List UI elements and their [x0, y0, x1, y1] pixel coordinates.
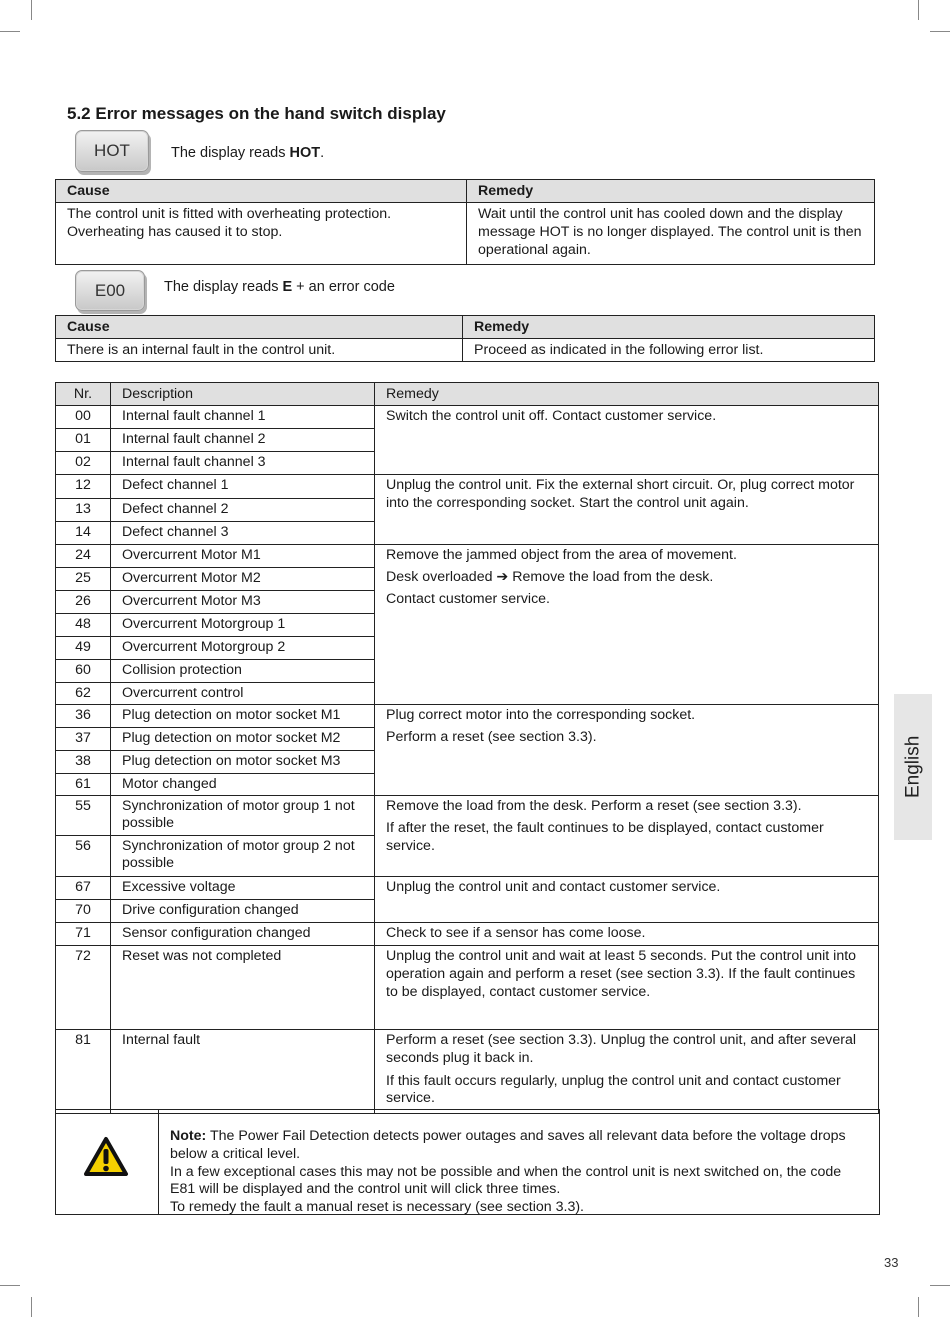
remedy-paragraph: Perform a reset (see section 3.3). Unplug the control unit, and after several seconds plug it back in. — [386, 1032, 857, 1066]
e00-desc-bold: E — [282, 279, 293, 295]
error-code: 70 — [56, 900, 111, 923]
error-code: 56 — [56, 836, 111, 877]
error-remedy — [375, 406, 879, 475]
crop-mark — [930, 1285, 950, 1286]
remedy-paragraph: Unplug the control unit. Fix the external short circuit. Or, plug correct motor into the corresponding socket. Start the control unit again. — [386, 477, 855, 511]
error-code: 60 — [56, 660, 111, 683]
error-description: Overcurrent Motor M3 — [111, 591, 375, 614]
hot-remedy-cell: Wait until the control unit has cooled down and the display message HOT is no longer displayed. The control unit is then operational again. — [467, 203, 875, 265]
error-code: 24 — [56, 545, 111, 568]
crop-mark — [31, 0, 32, 20]
error-code: 61 — [56, 774, 111, 796]
e00-cause-table — [55, 315, 875, 362]
error-description: Defect channel 3 — [111, 522, 375, 545]
error-remedy — [375, 475, 879, 545]
error-description: Motor changed — [111, 774, 375, 796]
note-line-1 — [170, 1128, 870, 1164]
error-remedy — [375, 877, 879, 923]
error-remedy — [375, 923, 879, 946]
remedy-header: Remedy — [467, 180, 875, 203]
error-description: Internal fault channel 3 — [111, 452, 375, 475]
language-tab-label: English — [902, 735, 924, 799]
error-remedy — [375, 796, 879, 877]
error-code: 00 — [56, 406, 111, 429]
e00-desc-suffix: + an error code — [292, 279, 395, 295]
hot-desc-bold: HOT — [289, 145, 321, 161]
note-label: Note: — [170, 1128, 207, 1144]
cause-header: Cause — [56, 316, 463, 339]
remedy-header: Remedy — [375, 383, 879, 406]
hot-cause-table — [55, 179, 875, 265]
error-description: Synchronization of motor group 2 not possible — [111, 836, 375, 877]
table-row — [56, 705, 879, 728]
language-tab — [894, 694, 932, 840]
error-description: Internal fault channel 1 — [111, 406, 375, 429]
hot-display-description — [171, 144, 324, 162]
error-remedy — [375, 705, 879, 796]
crop-mark — [0, 1285, 20, 1286]
error-code: 36 — [56, 705, 111, 728]
error-code: 81 — [56, 1030, 111, 1114]
error-description: Defect channel 1 — [111, 475, 375, 499]
error-remedy — [375, 1030, 879, 1114]
error-description: Overcurrent Motorgroup 1 — [111, 614, 375, 637]
error-code: 26 — [56, 591, 111, 614]
cause-header: Cause — [56, 180, 467, 203]
e00-cause-cell: There is an internal fault in the control unit. — [56, 339, 463, 362]
remedy-paragraph: Unplug the control unit and wait at least 5 seconds. Put the control unit into operation again and perform a reset (see section 3.3). If the fault continues to be displayed, contact customer service. — [386, 948, 857, 1000]
remedy-paragraph: Desk overloaded ➔ Remove the load from the desk. — [386, 568, 714, 585]
table-row — [56, 796, 879, 836]
error-code: 49 — [56, 637, 111, 660]
crop-mark — [31, 1297, 32, 1317]
error-code: 02 — [56, 452, 111, 475]
crop-mark — [930, 31, 950, 32]
error-code: 01 — [56, 429, 111, 452]
table-row — [56, 877, 879, 900]
error-description: Internal fault — [111, 1030, 375, 1114]
error-code: 72 — [56, 946, 111, 1030]
error-code: 67 — [56, 877, 111, 900]
error-description: Plug detection on motor socket M3 — [111, 751, 375, 774]
error-description: Drive configuration changed — [111, 900, 375, 923]
error-remedy — [375, 946, 879, 1030]
remedy-paragraph: Perform a reset (see section 3.3). — [386, 728, 597, 745]
remedy-paragraph: If this fault occurs regularly, unplug the control unit and contact customer service. — [386, 1072, 841, 1107]
note-line-3: To remedy the fault a manual reset is necessary (see section 3.3). — [170, 1199, 584, 1215]
table-row — [56, 1030, 879, 1114]
table-row — [56, 946, 879, 1030]
remedy-paragraph: Plug correct motor into the corresponding socket. — [386, 707, 696, 723]
error-list-body — [56, 406, 879, 1114]
note-icon-cell — [56, 1110, 159, 1214]
error-code: 25 — [56, 568, 111, 591]
remedy-paragraph: Contact customer service. — [386, 590, 551, 607]
section-heading: 5.2 Error messages on the hand switch display — [67, 104, 446, 123]
note-text — [170, 1128, 870, 1217]
remedy-paragraph: Remove the jammed object from the area of movement. — [386, 547, 737, 563]
error-description: Plug detection on motor socket M1 — [111, 705, 375, 728]
remedy-paragraph: Switch the control unit off. Contact customer service. — [386, 408, 717, 424]
error-description: Collision protection — [111, 660, 375, 683]
note-line-1-text: The Power Fail Detection detects power outages and saves all relevant data before the voltage drops below a critical level. — [170, 1128, 846, 1162]
hot-desc-prefix: The display reads — [171, 145, 290, 161]
crop-mark — [918, 1297, 919, 1317]
error-code: 38 — [56, 751, 111, 774]
remedy-paragraph: Remove the load from the desk. Perform a reset (see section 3.3). — [386, 798, 802, 814]
table-row — [56, 545, 879, 568]
error-description: Synchronization of motor group 1 not possible — [111, 796, 375, 836]
hot-display-button: HOT — [75, 130, 149, 172]
error-code: 13 — [56, 499, 111, 522]
table-row — [56, 406, 879, 429]
error-description: Reset was not completed — [111, 946, 375, 1030]
e00-remedy-cell: Proceed as indicated in the following error list. — [463, 339, 875, 362]
error-description: Overcurrent Motorgroup 2 — [111, 637, 375, 660]
hot-cause-cell: The control unit is fitted with overheating protection. Overheating has caused it to stop. — [56, 203, 467, 265]
remedy-paragraph: If after the reset, the fault continues to be displayed, contact customer service. — [386, 819, 824, 854]
error-description: Plug detection on motor socket M2 — [111, 728, 375, 751]
error-code: 62 — [56, 683, 111, 705]
error-code: 37 — [56, 728, 111, 751]
e00-display-button: E00 — [75, 270, 145, 311]
e00-display-description — [164, 278, 395, 296]
error-description: Overcurrent control — [111, 683, 375, 705]
error-list-table — [55, 382, 879, 1114]
page-number: 33 — [884, 1255, 899, 1270]
error-description: Defect channel 2 — [111, 499, 375, 522]
error-description: Excessive voltage — [111, 877, 375, 900]
error-description: Overcurrent Motor M1 — [111, 545, 375, 568]
remedy-header: Remedy — [463, 316, 875, 339]
error-code: 14 — [56, 522, 111, 545]
error-code: 55 — [56, 796, 111, 836]
crop-mark — [0, 31, 20, 32]
error-description: Internal fault channel 2 — [111, 429, 375, 452]
error-description: Sensor configuration changed — [111, 923, 375, 946]
table-row — [56, 475, 879, 499]
note-box — [55, 1109, 880, 1215]
remedy-paragraph: Check to see if a sensor has come loose. — [386, 925, 646, 941]
error-code: 12 — [56, 475, 111, 499]
error-code: 71 — [56, 923, 111, 946]
table-row — [56, 923, 879, 946]
hot-desc-suffix: . — [320, 145, 325, 161]
crop-mark — [918, 0, 919, 20]
nr-header: Nr. — [56, 383, 111, 406]
error-description: Overcurrent Motor M2 — [111, 568, 375, 591]
error-remedy — [375, 545, 879, 705]
warning-triangle-icon — [83, 1136, 129, 1178]
error-code: 48 — [56, 614, 111, 637]
note-line-2: In a few exceptional cases this may not be possible and when the control unit is next switched on, the code E81 will be displayed and the control unit will click three times. — [170, 1163, 842, 1198]
description-header: Description — [111, 383, 375, 406]
e00-desc-prefix: The display reads — [164, 279, 283, 295]
remedy-paragraph: Unplug the control unit and contact customer service. — [386, 879, 721, 895]
